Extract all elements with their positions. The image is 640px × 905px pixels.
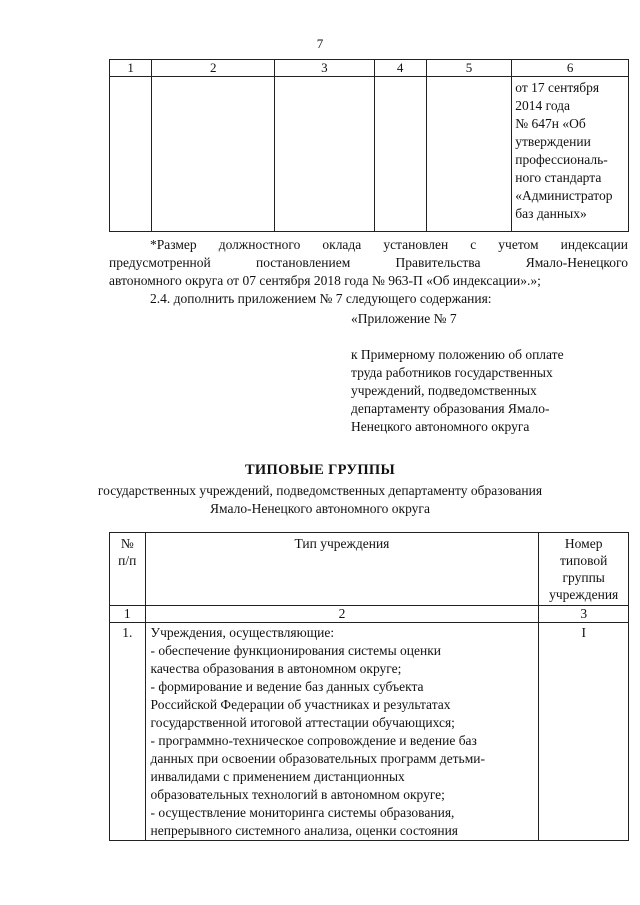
col-number: 6: [512, 60, 629, 77]
table-cell: [426, 77, 512, 232]
col-number: 2: [145, 606, 539, 623]
table-cell: [152, 77, 275, 232]
cell-line: № 647н «Об: [515, 116, 586, 131]
table-row: [110, 77, 629, 232]
cell-line: баз данных»: [515, 206, 587, 221]
col-number: 4: [374, 60, 426, 77]
cell-line: - программно-техническое сопровождение и ведение баз: [150, 733, 477, 748]
table-cell: [374, 77, 426, 232]
appendix-line: учреждений, подведомственных: [351, 383, 537, 398]
col-number: 3: [275, 60, 374, 77]
cell-line: - осуществление мониторинга системы образования,: [150, 805, 455, 820]
cell-line: ного стандарта: [515, 170, 602, 185]
table-header-row: [110, 60, 629, 77]
footnote-line: предусмотренной постановлением Правительства Ямало-Ненецкого: [109, 255, 628, 270]
header-group-cell: [539, 533, 629, 606]
appendix-line: к Примерному положению об оплате: [351, 347, 564, 362]
row-number: 1.: [110, 623, 146, 841]
header-type-cell: [145, 533, 539, 606]
footnote-line: *Размер должностного оклада установлен с учетом индексации: [150, 237, 628, 252]
group-number: I: [539, 623, 629, 841]
table-row: [110, 623, 629, 841]
header-text: Номер: [564, 536, 603, 551]
appendix-line: труда работников государственных: [351, 365, 553, 380]
cell-line: профессиональ-: [515, 152, 608, 167]
header-text: учреждения: [549, 587, 619, 602]
table-cell: [275, 77, 374, 232]
col-number: 3: [539, 606, 629, 623]
header-text: п/п: [118, 553, 137, 568]
appendix-line: департаменту образования Ямало-: [351, 401, 550, 416]
header-text: №: [120, 536, 134, 551]
page-number: 7: [316, 36, 324, 51]
standard-reference-cell: [512, 77, 629, 232]
col-number: 5: [426, 60, 512, 77]
cell-line: качества образования в автономном округе;: [150, 661, 402, 676]
cell-line: образовательных технологий в автономном округе;: [150, 787, 445, 802]
header-text: типовой: [560, 553, 608, 568]
document-subtitle: Ямало-Ненецкого автономного округа: [210, 501, 430, 516]
appendix-line: Ненецкого автономного округа: [351, 419, 530, 434]
cell-line: 2014 года: [515, 98, 571, 113]
footnote-line: автономного округа от 07 сентября 2018 года № 963-П «Об индексации».»;: [109, 273, 541, 288]
cell-line: Российской Федерации об участниках и результатах: [150, 697, 451, 712]
cell-line: инвалидами с применением дистанционных: [150, 769, 405, 784]
table-cell: [110, 77, 152, 232]
institution-groups-table: [109, 532, 629, 841]
amendment-item: 2.4. дополнить приложением № 7 следующего содержания:: [150, 291, 492, 306]
column-number-row: [110, 606, 629, 623]
cell-line: «Администратор: [515, 188, 613, 203]
cell-line: утверждении: [515, 134, 591, 149]
header-number-cell: [110, 533, 146, 606]
col-number: 2: [152, 60, 275, 77]
cell-line: государственной итоговой аттестации обучающихся;: [150, 715, 455, 730]
col-number: 1: [110, 606, 146, 623]
cell-line: данных при освоении образовательных программ детьми-: [150, 751, 485, 766]
institution-type-cell: [145, 623, 539, 841]
cell-line: непрерывного системного анализа, оценки состояния: [150, 823, 459, 838]
header-text: группы: [562, 570, 605, 585]
appendix-title: «Приложение № 7: [351, 311, 457, 326]
header-text: Тип учреждения: [294, 536, 390, 551]
cell-line: от 17 сентября: [515, 80, 600, 95]
cell-line: Учреждения, осуществляющие:: [150, 625, 335, 640]
cell-line: - формирование и ведение баз данных субъекта: [150, 679, 424, 694]
col-number: 1: [110, 60, 152, 77]
cell-line: - обеспечение функционирования системы оценки: [150, 643, 442, 658]
document-subtitle: государственных учреждений, подведомственных департаменту образования: [97, 483, 543, 498]
document-title: ТИПОВЫЕ ГРУППЫ: [244, 462, 396, 478]
continuation-table: [109, 59, 629, 232]
table-header-row: [110, 533, 629, 606]
